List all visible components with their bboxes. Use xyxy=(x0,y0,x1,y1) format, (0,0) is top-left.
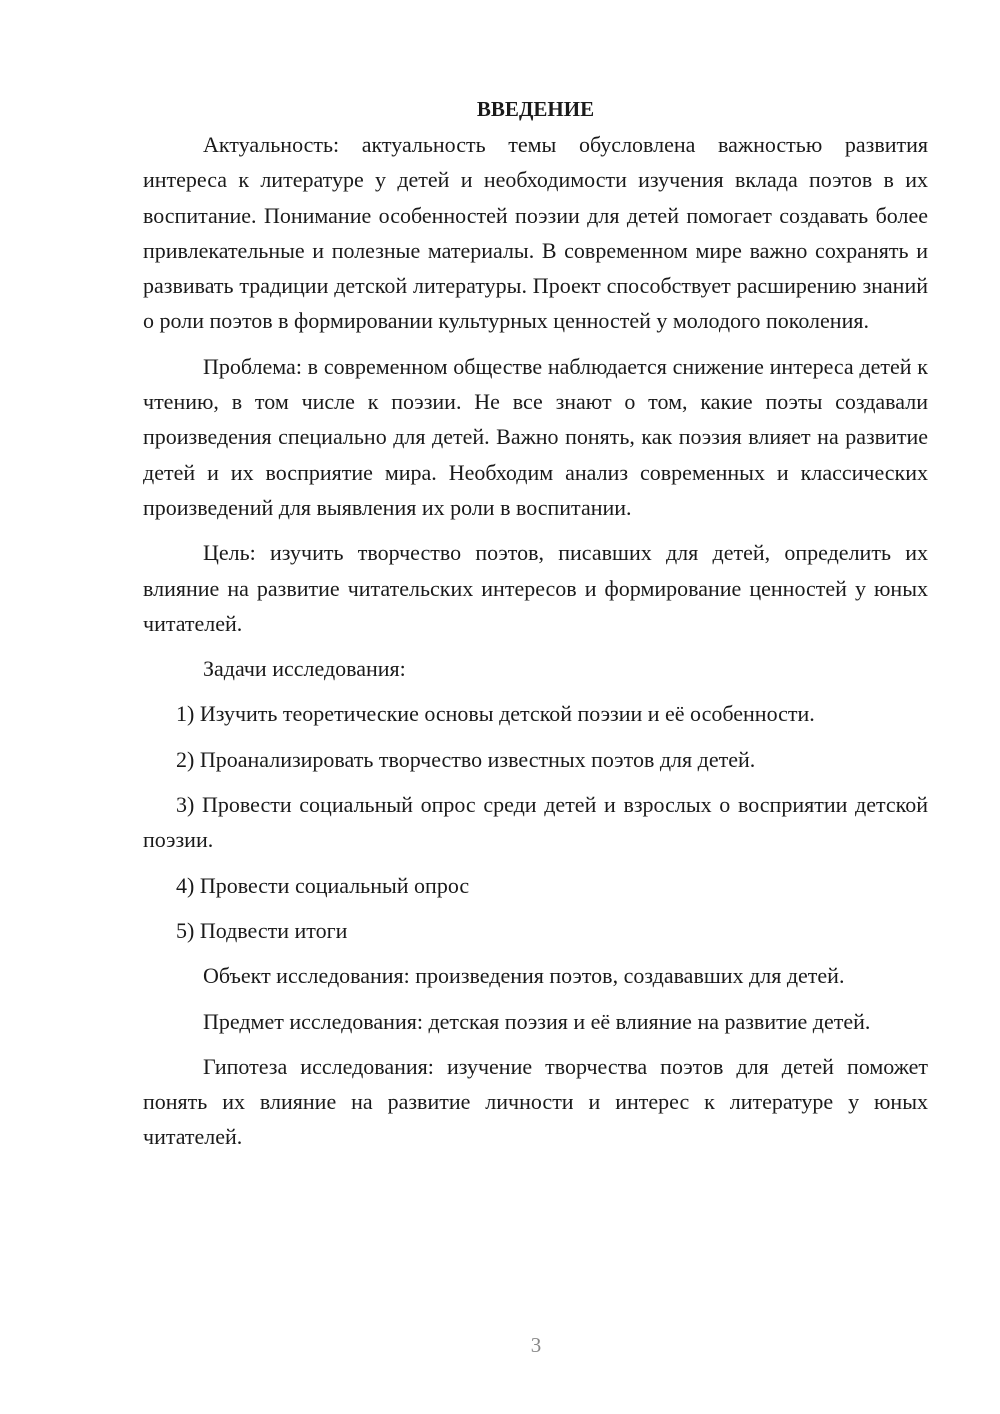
paragraph-problem: Проблема: в современном обществе наблюдается снижение интереса детей к чтению, в том числе к поэзии. Не все знают о том, какие поэты создавали произведения специально для детей. Важно понять, как поэзия влияет на развитие детей и их восприятие мира. Необходим анализ современных и классических произведений для выявления их роли в воспитании. xyxy=(143,353,928,520)
page-number: 3 xyxy=(530,1333,542,1357)
task-item-1: 1) Изучить теоретические основы детской поэзии и её особенности. xyxy=(176,701,815,727)
paragraph-object: Объект исследования: произведения поэтов, создававших для детей. xyxy=(203,963,845,989)
paragraph-hypothesis: Гипотеза исследования: изучение творчества поэтов для детей поможет понять их влияние на развитие личности и интерес к литературе у юных читателей. xyxy=(143,1053,928,1150)
paragraph-goal: Цель: изучить творчество поэтов, писавших для детей, определить их влияние на развитие читательских интересов и формирование ценностей у юных читателей. xyxy=(143,540,928,636)
page-title: ВВЕДЕНИЕ xyxy=(476,97,595,121)
task-item-3: 3) Провести социальный опрос среди детей и взрослых о восприятии детской поэзии. xyxy=(143,792,928,853)
paragraph-subject: Предмет исследования: детская поэзия и её влияние на развитие детей. xyxy=(203,1008,871,1034)
page-content xyxy=(143,92,928,1165)
task-item-4: 4) Провести социальный опрос xyxy=(176,872,470,898)
task-item-2: 2) Проанализировать творчество известных поэтов для детей. xyxy=(176,746,756,772)
task-item-5: 5) Подвести итоги xyxy=(176,917,348,943)
paragraph-relevance: Актуальность: актуальность темы обусловлена важностью развития интереса к литературе у детей и необходимости изучения вклада поэтов в их воспитание. Понимание особенностей поэзии для детей помогает создавать более привлекательные и полезные материалы. В современном мире важно сохранять и развивать традиции детской литературы. Проект способствует расширению знаний о роли поэтов в формировании культурных ценностей у молодого поколения. xyxy=(143,132,928,334)
tasks-heading: Задачи исследования: xyxy=(203,656,406,682)
